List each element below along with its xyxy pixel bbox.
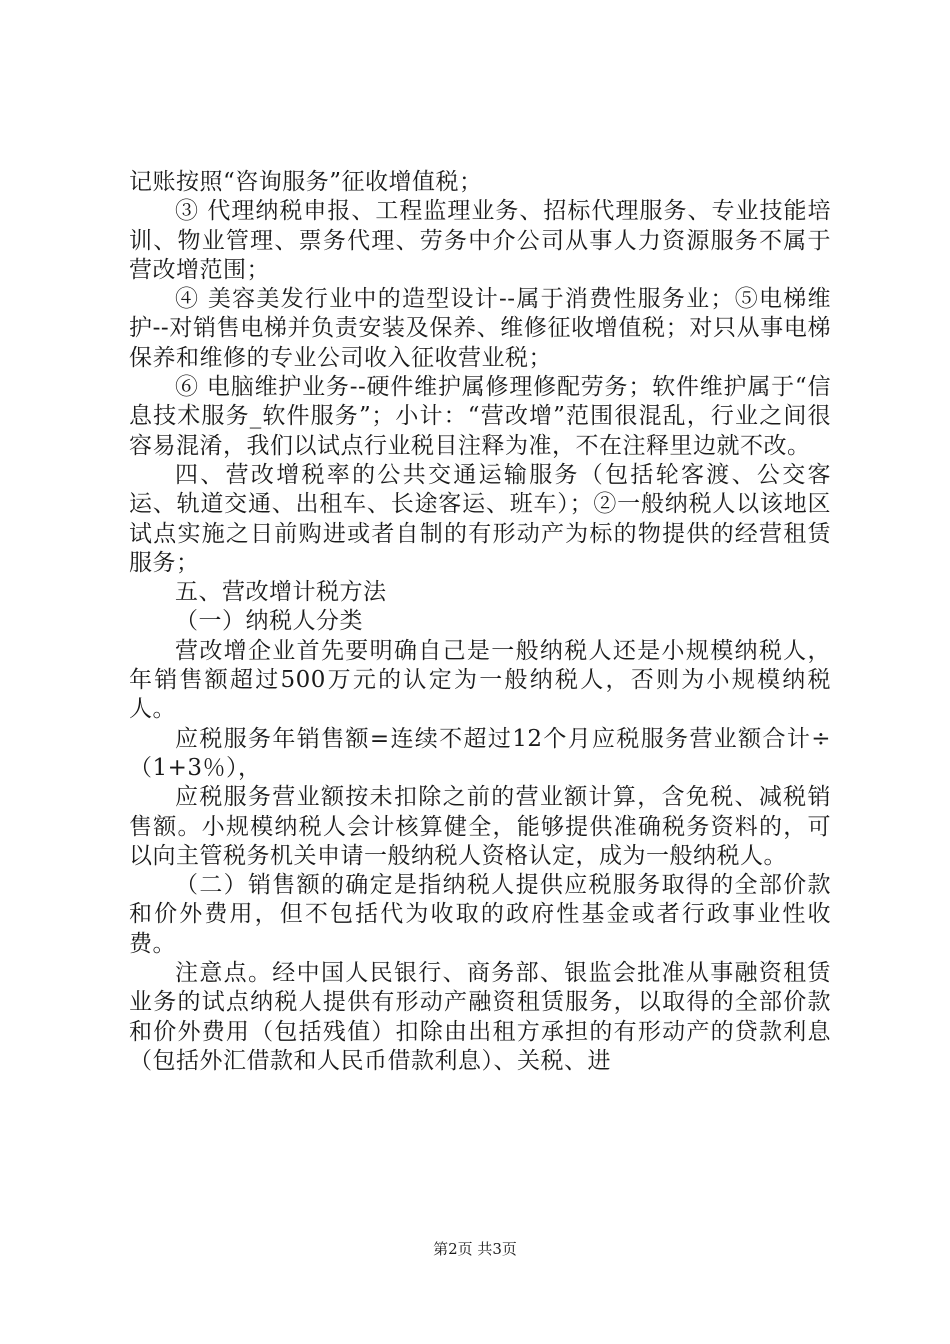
paragraph: 注意点。经中国人民银行、商务部、银监会批准从事融资租赁业务的试点纳税人提供有形动产融资租赁服务，以取得的全部价款和价外费用（包括残值）扣除由出租方承担的有形动产的贷款利息（包括外汇借款和人民币借款利息）、关税、进 xyxy=(129,960,831,1074)
paragraph: ④ 美容美发行业中的造型设计--属于消费性服务业；⑤电梯维护--对销售电梯并负责安装及保养、维修征收增值税；对只从事电梯保养和维修的专业公司收入征收营业税； xyxy=(129,286,831,371)
paragraph: ③ 代理纳税申报、工程监理业务、招标代理服务、专业技能培训、物业管理、票务代理、劳务中介公司从事人力资源服务不属于营改增范围； xyxy=(129,198,831,283)
paragraph: （二）销售额的确定是指纳税人提供应税服务取得的全部价款和价外费用，但不包括代为收取的政府性基金或者行政事业性收费。 xyxy=(129,872,831,957)
paragraph: ⑥ 电脑维护业务--硬件维护属修理修配劳务；软件维护属于“信息技术服务_软件服务”；小计：“营改增”范围很混乱，行业之间很容易混淆，我们以试点行业税目注释为准，不在注释里边就不改。 xyxy=(129,374,831,459)
document-body xyxy=(129,168,831,1076)
page-number: 第2页 共3页 xyxy=(433,1240,517,1258)
paragraph: 四、营改增税率的公共交通运输服务（包括轮客渡、公交客运、轨道交通、出租车、长途客运、班车）；②一般纳税人以该地区试点实施之日前购进或者自制的有形动产为标的物提供的经营租赁服务； xyxy=(129,461,831,576)
subsection-heading: （一）纳税人分类 xyxy=(175,608,363,635)
section-heading: 五、营改增计税方法 xyxy=(175,579,387,606)
paragraph: 营改增企业首先要明确自己是一般纳税人还是小规模纳税人，年销售额超过500万元的认定为一般纳税人，否则为小规模纳税人。 xyxy=(129,637,831,723)
paragraph: 应税服务营业额按未扣除之前的营业额计算，含免税、减税销售额。小规模纳税人会计核算健全，能够提供准确税务资料的，可以向主管税务机关申请一般纳税人资格认定，成为一般纳税人。 xyxy=(129,784,831,869)
paragraph: 记账按照“咨询服务”征收增值税； xyxy=(129,169,483,195)
paragraph: 应税服务年销售额=连续不超过12个月应税服务营业额合计÷（1+3％）， xyxy=(129,725,831,781)
